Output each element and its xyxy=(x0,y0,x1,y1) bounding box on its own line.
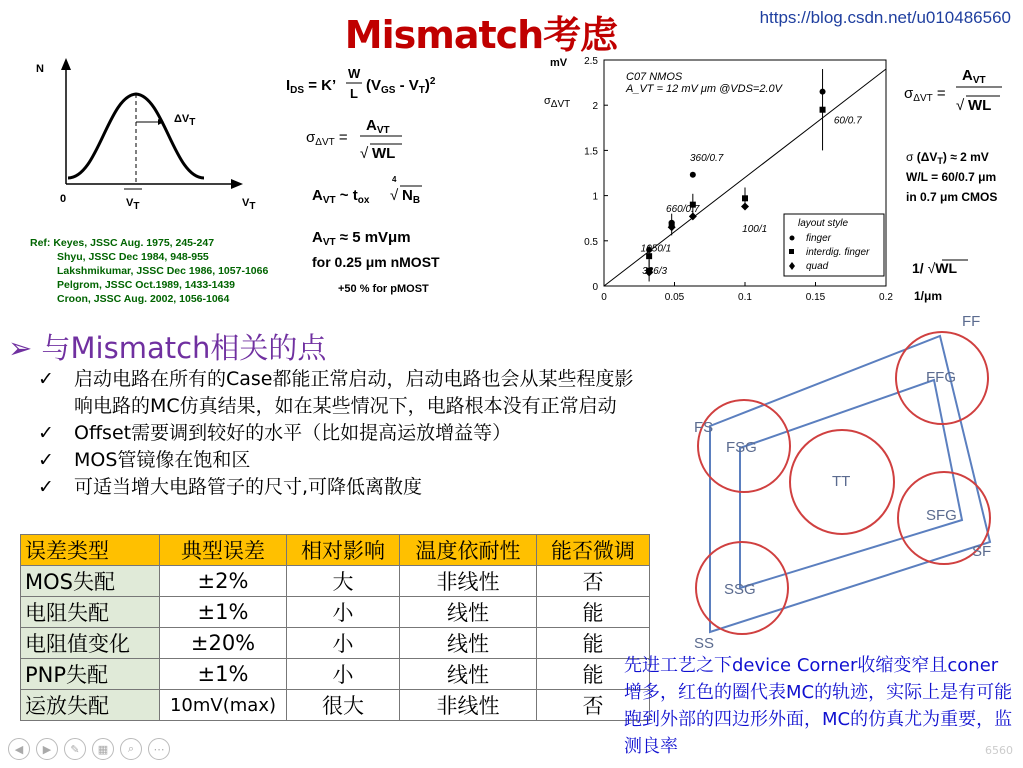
col-header: 能否微调 xyxy=(537,535,650,566)
table-row xyxy=(21,690,650,721)
table-cell: 电阻失配 xyxy=(21,597,160,628)
point-finger xyxy=(690,172,696,178)
x-tick-label: 0.05 xyxy=(664,292,685,303)
vt-mean-label: VT xyxy=(126,197,140,212)
prev-slide-icon[interactable]: ◀ xyxy=(8,738,30,760)
y-tick-label: 2.5 xyxy=(584,56,598,67)
equations-block xyxy=(282,60,522,300)
table-row xyxy=(21,597,650,628)
table-cell: 能 xyxy=(537,597,650,628)
table-cell: 小 xyxy=(287,597,400,628)
legend-title: layout style xyxy=(798,218,849,229)
y-tick-label: 2 xyxy=(592,101,598,113)
legend-entry: quad xyxy=(806,261,829,272)
y-tick-label: 0 xyxy=(592,282,598,293)
table-cell: 能 xyxy=(537,628,650,659)
chart-subtitle: A_VT = 12 mV μm @VDS=2.0V xyxy=(626,83,782,95)
table-row xyxy=(21,566,650,597)
y-unit-label: mV xyxy=(550,57,568,69)
data-label: 1050/1 xyxy=(640,243,672,255)
avt-proportional: $A_{VT}$ ~ $t_{ox}$ xyxy=(312,187,370,206)
nmos-note: for 0.25 μm nMOST xyxy=(312,254,440,270)
corner-diagram xyxy=(680,306,1020,656)
checkmark-icon: ✓ xyxy=(38,368,54,390)
legend-entry: finger xyxy=(806,233,832,244)
x-tick-label: 0 xyxy=(601,292,607,303)
y-tick-label: 0.5 xyxy=(584,236,598,248)
section-arrow-icon: ➢ xyxy=(8,331,33,365)
right-notes xyxy=(902,60,1022,305)
delta-vt-label: ΔVT xyxy=(174,113,196,128)
col-header: 温度依耐性 xyxy=(400,535,537,566)
table-cell: 运放失配 xyxy=(21,690,160,721)
ref-item: Croon, JSSC Aug. 2002, 1056-1064 xyxy=(57,293,230,305)
checkmark-icon: ✓ xyxy=(38,422,54,444)
point-finger xyxy=(820,89,826,95)
tt-label: TT xyxy=(832,473,851,490)
section-title: 与Mismatch相关的点 xyxy=(41,331,327,365)
table-cell: ±2% xyxy=(160,566,287,597)
source-url[interactable]: https://blog.csdn.net/u010486560 xyxy=(759,8,1011,27)
mismatch-scatter-chart xyxy=(536,52,900,304)
svg-text:WL: WL xyxy=(372,145,396,162)
svg-text:√: √ xyxy=(956,97,965,114)
table-row xyxy=(21,628,650,659)
data-label: 60/0.7 xyxy=(833,115,862,127)
avt-value: $A_{VT} \approx 5$ mVμm xyxy=(312,229,411,248)
point-interdig xyxy=(820,107,826,113)
fs-label: FS xyxy=(694,419,714,436)
slide-nav-bar xyxy=(8,738,170,760)
table-cell: 10mV(max) xyxy=(160,690,287,721)
svg-text:WL: WL xyxy=(968,97,992,114)
table-row xyxy=(21,659,650,690)
legend-marker-finger xyxy=(790,236,795,241)
data-label: 660/0.7 xyxy=(666,203,700,215)
ref-item: Ref: Keyes, JSSC Aug. 1975, 245-247 xyxy=(30,237,215,249)
col-header: 典型误差 xyxy=(160,535,287,566)
svg-text:L: L xyxy=(350,86,358,101)
ssg-label: SSG xyxy=(724,581,756,598)
origin-label: 0 xyxy=(60,193,67,205)
zoom-icon[interactable]: ⌕ xyxy=(120,738,142,760)
references-list xyxy=(30,236,268,306)
point-quad xyxy=(741,202,749,210)
table-cell: ±1% xyxy=(160,597,287,628)
bullet-item: ✓ MOS管镜像在饱和区 xyxy=(38,447,648,474)
x-axis-unit: 1/μm xyxy=(914,289,943,303)
bullet-item: ✓ Offset需要调到较好的水平（比如提高运放增益等） xyxy=(38,420,648,447)
section-heading xyxy=(8,326,326,367)
svg-text:√: √ xyxy=(360,145,369,162)
y-tick-label: 1 xyxy=(592,191,598,203)
ids-equation: $I_{DS} = K$’ xyxy=(286,77,337,96)
table-cell: 小 xyxy=(287,659,400,690)
pmos-note: +50 % for pMOST xyxy=(338,283,429,295)
col-header: 相对影响 xyxy=(287,535,400,566)
col-header: 误差类型 xyxy=(21,535,160,566)
n-label: N xyxy=(36,63,44,75)
y-axis-title: σΔVT xyxy=(544,95,571,110)
cmos-note: in 0.7 μm CMOS xyxy=(906,190,998,204)
svg-text:NB: $N_B$ xyxy=(402,187,421,206)
ffg-label: FFG xyxy=(926,369,956,386)
ss-label: SS xyxy=(694,635,715,652)
point-interdig xyxy=(742,195,748,201)
data-label: 100/1 xyxy=(742,223,768,235)
more-icon[interactable]: ⋯ xyxy=(148,738,170,760)
vt-axis-label: VT xyxy=(242,197,256,212)
y-axis-arrow xyxy=(61,58,71,70)
table-cell: 非线性 xyxy=(400,690,537,721)
table-cell: MOS失配 xyxy=(21,566,160,597)
sigma-formula-right: $\sigma_{\Delta VT}$ = xyxy=(904,85,946,104)
chart-title: C07 NMOS xyxy=(626,71,683,83)
table-cell: 否 xyxy=(537,566,650,597)
sigma-2mv: σ $(\Delta V_T) \approx 2$ mV xyxy=(906,150,989,166)
table-cell: PNP失配 xyxy=(21,659,160,690)
table-cell: 线性 xyxy=(400,659,537,690)
checkmark-icon: ✓ xyxy=(38,449,54,471)
watermark: 6560 xyxy=(985,744,1013,757)
next-slide-icon[interactable]: ▶ xyxy=(36,738,58,760)
sf-label: SF xyxy=(972,543,992,560)
pen-icon[interactable]: ✎ xyxy=(64,738,86,760)
svg-text:√: √ xyxy=(390,187,399,204)
x-tick-label: 0.15 xyxy=(805,292,826,303)
data-label: 336/3 xyxy=(642,266,668,278)
table-cell: 非线性 xyxy=(400,566,537,597)
table-cell: 大 xyxy=(287,566,400,597)
svg-text:4: 4 xyxy=(392,175,397,184)
bullet-item: ✓ 启动电路在所有的Case都能正常启动，启动电路也会从某些程度影响电路的MC仿真结果，如在某些情况下，电路根本没有正常启动 xyxy=(38,366,648,420)
x-tick-label: 0.2 xyxy=(879,292,893,303)
table-cell: ±20% xyxy=(160,628,287,659)
table-cell: 很大 xyxy=(287,690,400,721)
ref-item: Lakshmikumar, JSSC Dec 1986, 1057-1066 xyxy=(57,265,269,277)
table-cell: 电阻值变化 xyxy=(21,628,160,659)
ref-item: Shyu, JSSC Dec 1984, 948-955 xyxy=(57,251,209,263)
mismatch-error-table xyxy=(20,534,650,721)
svg-text:AVT: $A_{VT}$ xyxy=(962,67,986,86)
ff-label: FF xyxy=(962,313,981,330)
sigma-equation: $\sigma_{\Delta VT}$ = xyxy=(306,129,348,148)
table-cell: 线性 xyxy=(400,597,537,628)
table-cell: 线性 xyxy=(400,628,537,659)
svg-text:(VGS - VT)2: $(V_{GS} - V_T)^2$ xyxy=(366,76,436,96)
x-axis-name: 1/ √WL xyxy=(912,260,958,276)
slide-title: Mismatch考虑 xyxy=(344,13,618,57)
legend-entry: interdig. finger xyxy=(806,247,870,258)
table-header-row xyxy=(21,535,650,566)
y-tick-label: 1.5 xyxy=(584,146,598,158)
svg-text:AVT: $A_{VT}$ xyxy=(366,117,390,136)
ref-item: Pelgrom, JSSC Oct.1989, 1433-1439 xyxy=(57,279,236,291)
table-cell: 小 xyxy=(287,628,400,659)
table-cell: ±1% xyxy=(160,659,287,690)
corner-note: 先进工艺之下device Corner收缩变窄且coner增多，红色的圈代表MC的轨迹，实际上是有可能跑到外部的四边形外面，MC的仿真尤为重要，监测良率 xyxy=(624,655,1013,757)
x-axis-arrow xyxy=(231,179,243,189)
data-label: 360/0.7 xyxy=(690,153,724,165)
table-cell: 能 xyxy=(537,659,650,690)
vt-distribution-figure xyxy=(28,56,278,216)
bullet-list xyxy=(38,366,648,501)
slides-grid-icon[interactable]: ▦ xyxy=(92,738,114,760)
fsg-label: FSG xyxy=(726,439,757,456)
sfg-label: SFG xyxy=(926,507,957,524)
svg-text:W: W xyxy=(348,66,361,81)
table-cell: 否 xyxy=(537,690,650,721)
x-tick-label: 0.1 xyxy=(738,292,752,303)
legend-marker-interdig xyxy=(789,249,794,254)
bullet-item: ✓ 可适当增大电路管子的尺寸,可降低离散度 xyxy=(38,474,648,501)
wl-note: W/L = 60/0.7 μm xyxy=(906,170,997,184)
checkmark-icon: ✓ xyxy=(38,476,54,498)
